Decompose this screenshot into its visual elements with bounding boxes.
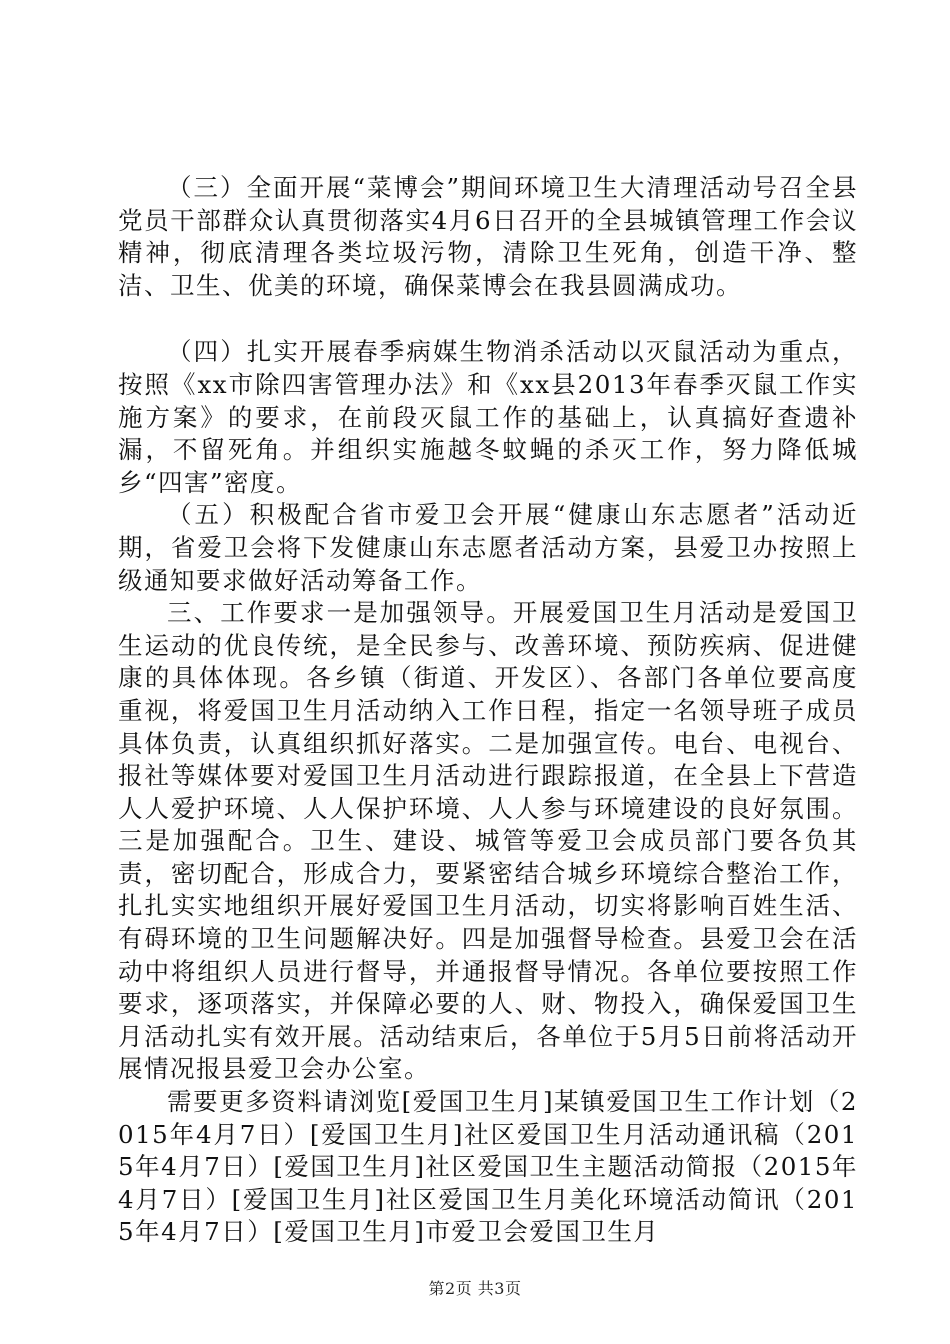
paragraph-more-resources: 需要更多资料请浏览[爱国卫生月]某镇爱国卫生工作计划（2015年4月7日）[爱国卫生月]社区爱国卫生月活动通讯稿（2015年4月7日）[爱国卫生月]社区爱国卫生主题活动简报（2015年4月7日）[爱国卫生月]社区爱国卫生月美化环境活动简讯（2015年4月7日）[爱国卫生月]市爱卫会爱国卫生月 (118, 1087, 858, 1247)
paragraph-section-3: （三）全面开展“菜博会”期间环境卫生大清理活动号召全县党员干部群众认真贯彻落实4月6日召开的全县城镇管理工作会议精神，彻底清理各类垃圾污物，清除卫生死角，创造干净、整洁、卫生、优美的环境，确保菜博会在我县圆满成功。 (118, 173, 858, 300)
paragraph-spacer (118, 302, 858, 336)
paragraph-section-5: （五）积极配合省市爱卫会开展“健康山东志愿者”活动近期，省爱卫会将下发健康山东志愿者活动方案，县爱卫办按照上级通知要求做好活动筹备工作。 (118, 500, 858, 595)
paragraph-section-4: （四）扎实开展春季病媒生物消杀活动以灭鼠活动为重点，按照《xx市除四害管理办法》和《xx县2013年春季灭鼠工作实施方案》的要求，在前段灭鼠工作的基础上，认真搞好查遗补漏，不留死角。并组织实施越冬蚊蝇的杀灭工作，努力降低城乡“四害”密度。 (118, 337, 858, 497)
document-body (118, 172, 858, 1249)
page-number-footer: 第2页 共3页 (428, 1279, 522, 1298)
paragraph-work-requirements: 三、工作要求一是加强领导。开展爱国卫生月活动是爱国卫生运动的优良传统，是全民参与、改善环境、预防疾病、促进健康的具体体现。各乡镇（街道、开发区）、各部门各单位要高度重视，将爱国卫生月活动纳入工作日程，指定一名领导班子成员具体负责，认真组织抓好落实。二是加强宣传。电台、电视台、报社等媒体要对爱国卫生月活动进行跟踪报道，在全县上下营造人人爱护环境、人人保护环境、人人参与环境建设的良好氛围。三是加强配合。卫生、建设、城管等爱卫会成员部门要各负其责，密切配合，形成合力，要紧密结合城乡环境综合整治工作，扎扎实实地组织开展好爱国卫生月活动，切实将影响百姓生活、有碍环境的卫生问题解决好。四是加强督导检查。县爱卫会在活动中将组织人员进行督导，并通报督导情况。各单位要按照工作要求，逐项落实，并保障必要的人、财、物投入，确保爱国卫生月活动扎实有效开展。活动结束后，各单位于5月5日前将活动开展情况报县爱卫会办公室。 (118, 598, 858, 1084)
